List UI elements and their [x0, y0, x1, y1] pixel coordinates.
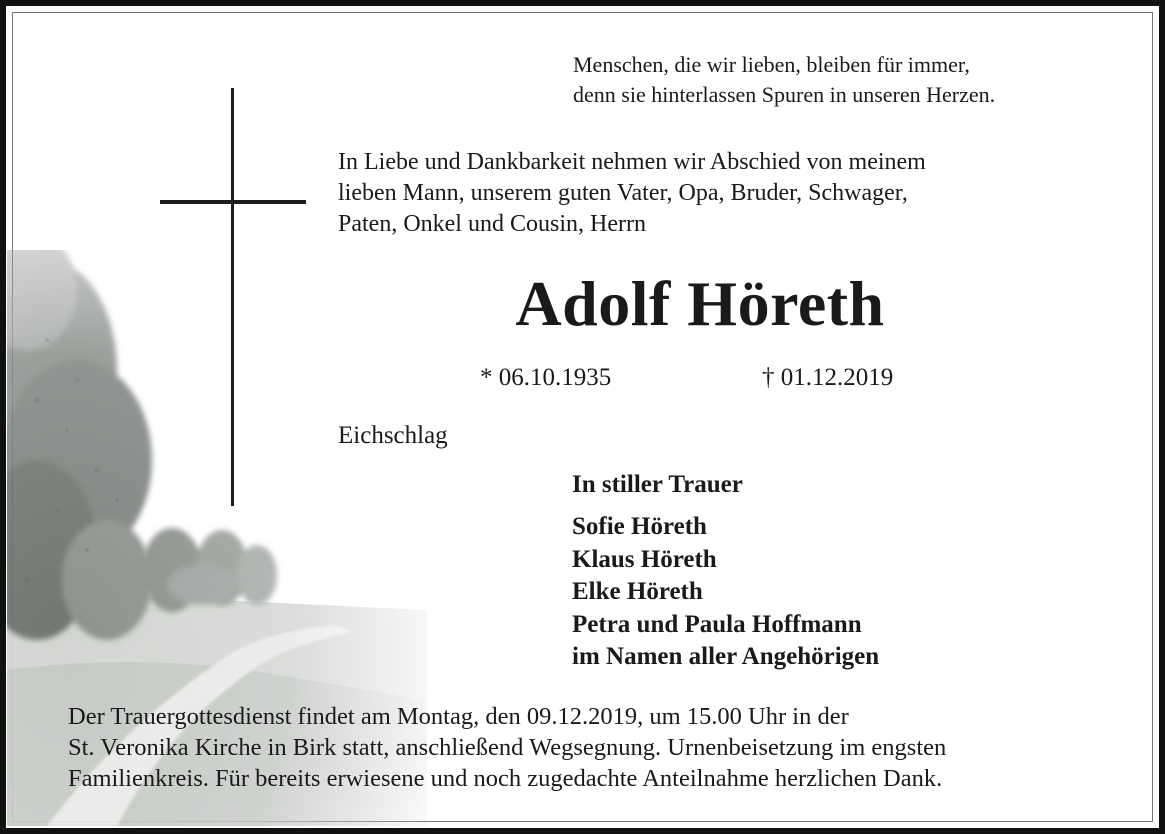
death-date: † 01.12.2019	[762, 364, 894, 391]
motto-verse	[573, 50, 995, 110]
mourner-name: Klaus Höreth	[572, 545, 717, 573]
deceased-name: Adolf Höreth	[515, 268, 885, 339]
mourner-name: Elke Höreth	[572, 578, 703, 605]
mourning-heading: In stiller Trauer	[572, 471, 743, 498]
service-line: St. Veronika Kirche in Birk statt, anschließend Wegsegnung. Urnenbeisetzung im engsten	[68, 734, 947, 761]
hometown: Eichschlag	[338, 422, 448, 449]
motto-line: denn sie hinterlassen Spuren in unseren Herzen.	[573, 82, 996, 107]
latin-cross-icon	[160, 88, 306, 506]
farewell-intro	[338, 147, 926, 240]
service-line: Der Trauergottesdienst findet am Montag, den 09.12.2019, um 15.00 Uhr in der	[68, 703, 849, 730]
intro-line: Paten, Onkel und Cousin, Herrn	[338, 211, 646, 237]
mourners-list	[572, 511, 879, 674]
intro-line: In Liebe und Dankbarkeit nehmen wir Abschied von meinem	[338, 149, 926, 175]
intro-line: lieben Mann, unserem guten Vater, Opa, Bruder, Schwager,	[338, 180, 908, 206]
mourner-name: Sofie Höreth	[572, 513, 707, 540]
funeral-service-notice	[68, 701, 946, 794]
service-line: Familienkreis. Für bereits erwiesene und noch zugedachte Anteilnahme herzlichen Dank.	[68, 765, 943, 792]
mourner-name: Petra und Paula Hoffmann	[572, 610, 862, 638]
mourner-name: im Namen aller Angehörigen	[572, 643, 880, 670]
motto-line: Menschen, die wir lieben, bleiben für immer,	[573, 52, 970, 77]
birth-date: * 06.10.1935	[480, 364, 612, 391]
